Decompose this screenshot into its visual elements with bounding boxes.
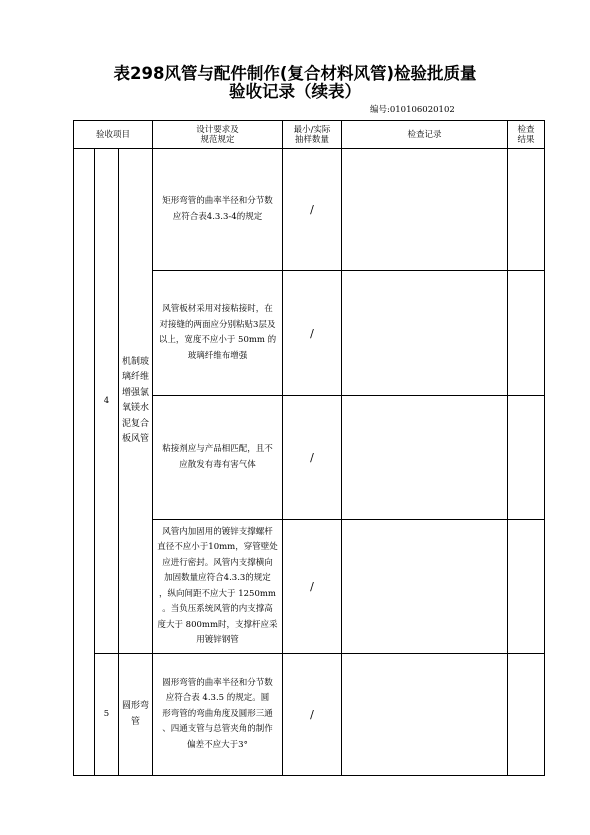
group-number: 4 <box>103 395 110 406</box>
sample-cell: / <box>310 580 314 593</box>
requirement-cell: 粘接剂应与产品相匹配，且不 应散发有毒有害气体 <box>162 444 273 470</box>
inspection-table <box>73 120 545 776</box>
group-number: 5 <box>103 709 110 719</box>
result-cell[interactable] <box>508 271 544 395</box>
sample-cell: / <box>310 326 314 340</box>
header-sample: 最小/实际 抽样数量 <box>293 124 331 145</box>
record-cell[interactable] <box>342 396 507 519</box>
requirement-cell: 圆形弯管的曲率半径和分节数 应符合表 4.3.5 的规定。圆 形弯管的弯曲角度及圆形三通 、四通支管与总管夹角的制作 偏差不应大于3° <box>162 677 273 750</box>
header-item: 验收项目 <box>95 129 130 140</box>
sample-cell: / <box>310 708 314 721</box>
header-result: 检查 结果 <box>517 124 535 145</box>
requirement-cell: 风管内加固用的镀锌支撑螺杆 直径不应小于10mm，穿管壁处 应进行密封。风管内支撑横向 加固数量应符合4.3.3的规定 ，纵向间距不应大于 1250mm 。当负压系统风管的内支撑高 度大于 800mm时，支撑杆应采 用镀锌钢管 <box>157 526 278 645</box>
result-cell[interactable] <box>508 396 544 519</box>
document-title-line2: 验收记录（续表） <box>229 82 361 101</box>
sample-cell: / <box>310 203 314 216</box>
requirement-cell: 矩形弯管的曲率半径和分节数 应符合表4.3.3-4的规定 <box>162 196 273 222</box>
header-record: 检查记录 <box>407 129 442 140</box>
record-cell[interactable] <box>342 520 507 653</box>
requirement-cell: 风管板材采用对接粘接时，在 对接缝的两面应分别粘贴3层及 以上，宽度不应小于 50mm 的 玻璃纤维布增强 <box>158 304 277 361</box>
document-code: 编号:010106020102 <box>370 105 455 115</box>
record-cell[interactable] <box>342 149 507 270</box>
record-cell[interactable] <box>342 654 507 775</box>
header-requirement: 设计要求及 规范规定 <box>196 124 239 145</box>
sample-cell: / <box>310 451 314 464</box>
record-cell[interactable] <box>342 271 507 395</box>
group-name: 圆形弯 管 <box>121 701 149 727</box>
group-name: 机制玻 璃纤维 增强氯 氧镁水 泥复合 板风管 <box>121 356 149 444</box>
result-cell[interactable] <box>508 149 544 270</box>
document-title-line1: 表298风管与配件制作(复合材料风管)检验批质量 <box>113 64 477 83</box>
result-cell[interactable] <box>508 520 544 653</box>
result-cell[interactable] <box>508 654 544 775</box>
